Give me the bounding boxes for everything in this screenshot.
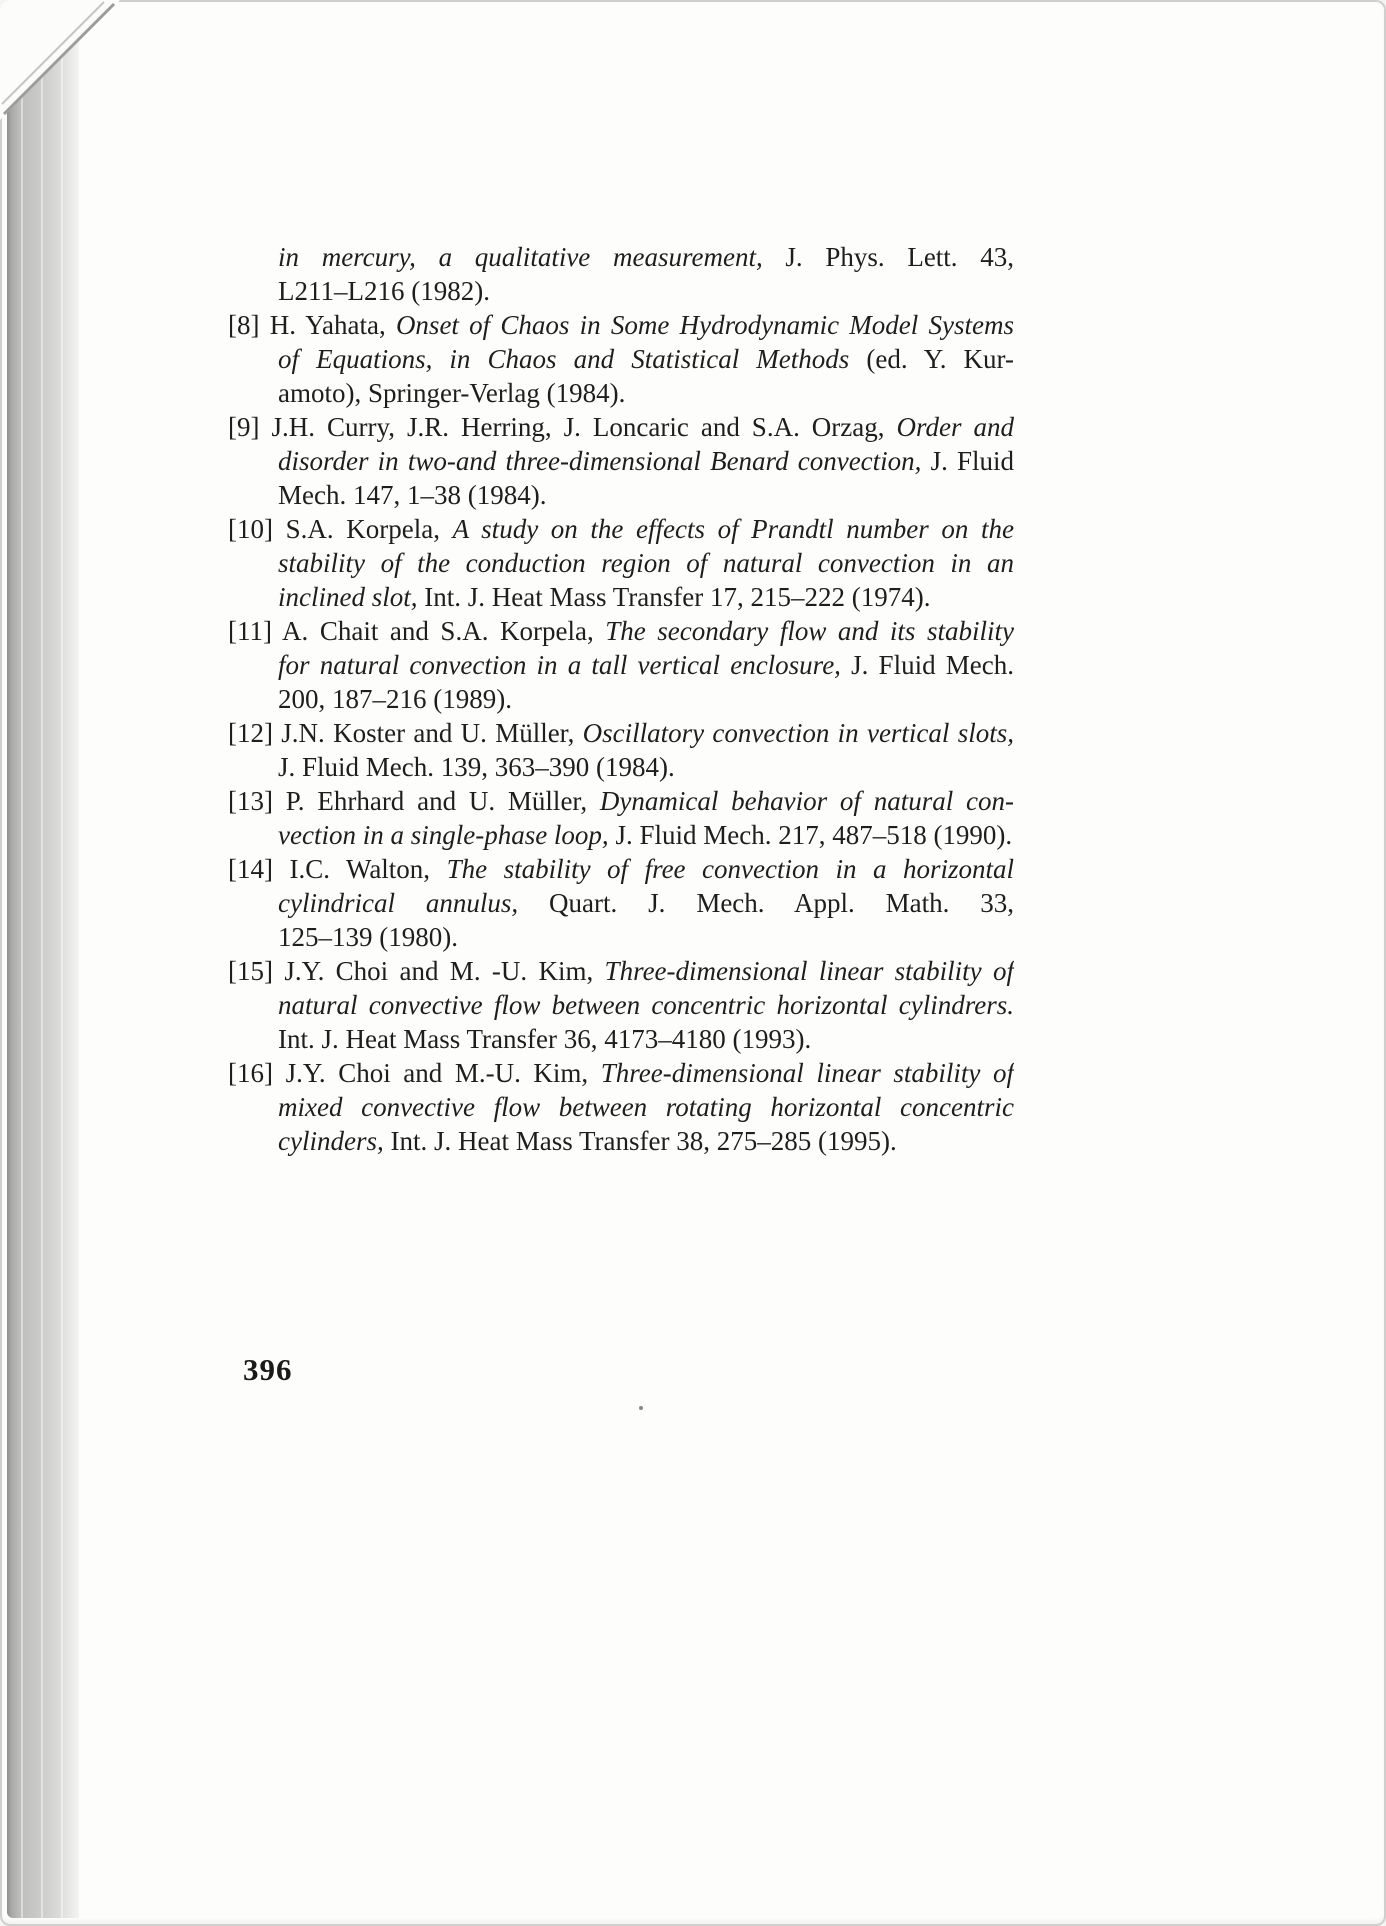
reference-number: [11]: [228, 616, 272, 646]
citation-text: 125–139 (1980).: [278, 922, 458, 952]
reference-line: [228, 410, 1014, 444]
reference-line: [228, 342, 1014, 376]
reference-line: [228, 614, 1014, 648]
reference-number: [8]: [228, 310, 260, 340]
page-number: 396: [243, 1352, 293, 1387]
reference-line: [228, 444, 1014, 478]
reference-item: [228, 716, 1014, 784]
citation-title-text: mixed convective flow between rotating horizontal concentric: [278, 1092, 1014, 1122]
reference-line: [228, 376, 1014, 410]
reference-line: [228, 682, 1014, 716]
citation-text: Int. J. Heat Mass Transfer 17, 215–222 (1974).: [424, 582, 931, 612]
reference-line: [228, 886, 1014, 920]
reference-line: [228, 954, 1014, 988]
citation-text: J. Fluid Mech. 217, 487–518 (1990).: [615, 820, 1013, 850]
citation-title-text: Dynamical behavior of natural con-: [599, 786, 1014, 816]
reference-line: [228, 1056, 1014, 1090]
reference-line: [228, 1124, 1014, 1158]
citation-title-text: Three-dimensional linear stability of: [600, 1058, 1014, 1088]
reference-line: [228, 308, 1014, 342]
reference-line: [228, 240, 1014, 274]
reference-item: [228, 852, 1014, 954]
reference-item: [228, 954, 1014, 1056]
citation-title-text: natural convective flow between concentric horizontal cylindrers.: [278, 990, 1014, 1020]
reference-number: [15]: [228, 956, 273, 986]
scan-speck: [639, 1406, 643, 1410]
citation-text: J. Fluid: [930, 446, 1014, 476]
citation-title-text: Oscillatory convection in vertical slots,: [582, 718, 1014, 748]
citation-text: amoto), Springer-Verlag (1984).: [278, 378, 626, 408]
citation-text: Int. J. Heat Mass Transfer 38, 275–285 (1995).: [390, 1126, 897, 1156]
reference-line: [228, 750, 1014, 784]
reference-line: [228, 1090, 1014, 1124]
reference-line: [228, 716, 1014, 750]
citation-title-text: The stability of free convection in a horizontal: [446, 854, 1014, 884]
reference-line: [228, 546, 1014, 580]
citation-title-text: cylindrical annulus,: [278, 888, 550, 918]
citation-title-text: cylinders,: [278, 1126, 391, 1156]
citation-title-text: disorder in two-and three-dimensional Benard convection,: [278, 446, 931, 476]
citation-title-text: of Equations, in Chaos and Statistical Methods: [278, 344, 867, 374]
reference-line: [228, 648, 1014, 682]
citation-text: P. Ehrhard and U. Müller,: [285, 786, 600, 816]
citation-title-text: The secondary flow and its stability: [605, 616, 1014, 646]
reference-item: [228, 784, 1014, 852]
citation-text: J. Fluid Mech.: [851, 650, 1014, 680]
reference-item: [228, 512, 1014, 614]
reference-number: [13]: [228, 786, 273, 816]
reference-item: [228, 1056, 1014, 1158]
reference-line: [228, 818, 1014, 852]
citation-text: 200, 187–216 (1989).: [278, 684, 512, 714]
reference-item: [228, 308, 1014, 410]
citation-text: J.N. Koster and U. Müller,: [281, 718, 583, 748]
citation-title-text: Order and: [896, 412, 1014, 442]
reference-line: [228, 274, 1014, 308]
citation-text: Int. J. Heat Mass Transfer 36, 4173–4180 (1993).: [278, 1024, 812, 1054]
reference-line: [228, 1022, 1014, 1056]
citation-text: I.C. Walton,: [289, 854, 447, 884]
citation-title-text: in mercury, a qualitative measurement,: [278, 242, 763, 272]
reference-line: [228, 478, 1014, 512]
reference-item: [228, 614, 1014, 716]
citation-text: L211–L216 (1982).: [278, 276, 490, 306]
reference-line: [228, 580, 1014, 614]
citation-text: Mech. 147, 1–38 (1984).: [278, 480, 547, 510]
citation-text: J.H. Curry, J.R. Herring, J. Loncaric and S.A. Orzag,: [271, 412, 897, 442]
reference-line: [228, 512, 1014, 546]
references-list: [228, 240, 1014, 1158]
citation-text: (ed. Y. Kur-: [866, 344, 1014, 374]
reference-line: [228, 784, 1014, 818]
reference-number: [12]: [228, 718, 273, 748]
reference-line: [228, 988, 1014, 1022]
citation-title-text: inclined slot,: [278, 582, 425, 612]
citation-text: J.Y. Choi and M.-U. Kim,: [285, 1058, 601, 1088]
citation-title-text: Onset of Chaos in Some Hydrodynamic Model Systems: [395, 310, 1014, 340]
reference-item: [228, 240, 1014, 308]
reference-line: [228, 852, 1014, 886]
reference-number: [10]: [228, 514, 273, 544]
citation-title-text: for natural convection in a tall vertical enclosure,: [278, 650, 852, 680]
citation-text: H. Yahata,: [269, 310, 396, 340]
citation-text: J.Y. Choi and M. -U. Kim,: [284, 956, 605, 986]
citation-text: S.A. Korpela,: [285, 514, 453, 544]
citation-text: J. Phys. Lett. 43,: [762, 242, 1014, 272]
reference-number: [16]: [228, 1058, 273, 1088]
citation-text: J. Fluid Mech. 139, 363–390 (1984).: [278, 752, 675, 782]
citation-title-text: Three-dimensional linear stability of: [604, 956, 1014, 986]
citation-title-text: stability of the conduction region of natural convection in an: [278, 548, 1014, 578]
citation-text: A. Chait and S.A. Korpela,: [282, 616, 606, 646]
reference-number: [9]: [228, 412, 260, 442]
reference-number: [14]: [228, 854, 273, 884]
reference-item: [228, 410, 1014, 512]
reference-line: [228, 920, 1014, 954]
citation-text: Quart. J. Mech. Appl. Math. 33,: [549, 888, 1014, 918]
citation-title-text: A study on the effects of Prandtl number on the: [452, 514, 1014, 544]
citation-title-text: vection in a single-phase loop,: [278, 820, 616, 850]
